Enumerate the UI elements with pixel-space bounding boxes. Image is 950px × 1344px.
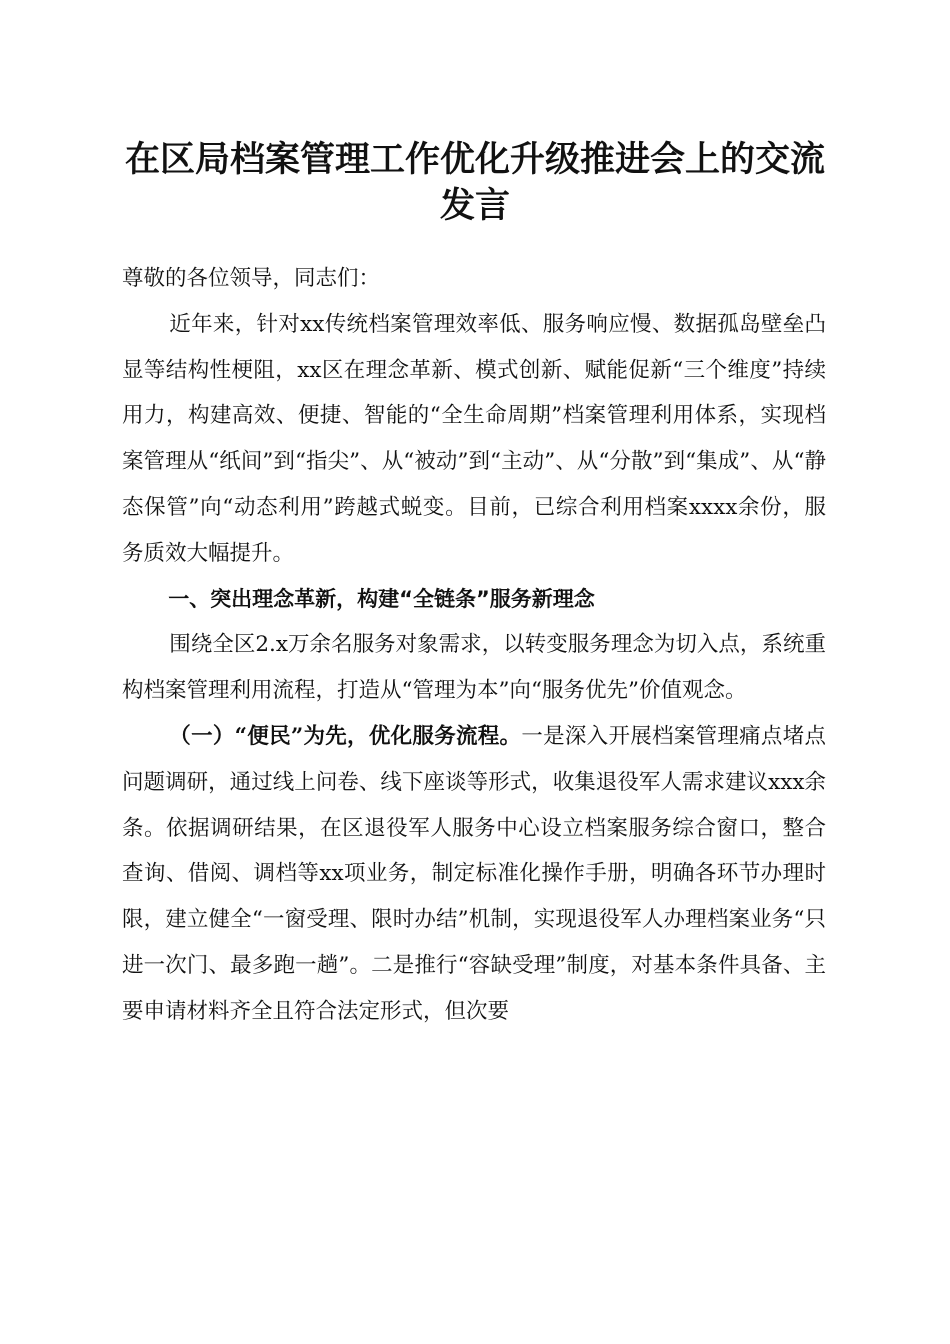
document-title-line-2: 发言 (439, 185, 510, 226)
document-body (122, 256, 826, 1035)
section-1-heading: 一、突出理念革新，构建“全链条”服务新理念 (168, 586, 595, 611)
subsection-1-body: 一是深入开展档案管理痛点堵点问题调研，通过线上问卷、线下座谈等形式，收集退役军人需求建议xxx余条。依据调研结果，在区退役军人服务中心设立档案服务综合窗口，整合查询、借阅、调档等xx项业务，制定标准化操作手册，明确各环节办理时限，建立健全“一窗受理、限时办结”机制，实现退役军人办理档案业务“只进一次门、最多跑一趟”。二是推行“容缺受理”制度，对基本条件具备、主要申请材料齐全且符合法定形式，但次要 (122, 723, 826, 1024)
subsection-1-paragraph (122, 714, 826, 1035)
greeting: 尊敬的各位领导，同志们： (122, 266, 381, 291)
document-title-line-1: 在区局档案管理工作优化升级推进会上的交流 (124, 139, 825, 180)
intro-paragraph: 近年来，针对xx传统档案管理效率低、服务响应慢、数据孤岛壁垒凸显等结构性梗阻，xx区在理念革新、模式创新、赋能促新“三个维度”持续用力，构建高效、便捷、智能的“全生命周期”档案管理利用体系，实现档案管理从“纸间”到“指尖”、从“被动”到“主动”、从“分散”到“集成”、从“静态保管”向“动态利用”跨越式蜕变。目前，已综合利用档案xxxx余份，服务质效大幅提升。 (122, 311, 826, 566)
section-1-paragraph: 围绕全区2.x万余名服务对象需求，以转变服务理念为切入点，系统重构档案管理利用流程，打造从“管理为本”向“服务优先”价值观念。 (122, 632, 826, 704)
subsection-1-heading: （一）“便民”为先，优化服务流程。 (169, 723, 522, 749)
